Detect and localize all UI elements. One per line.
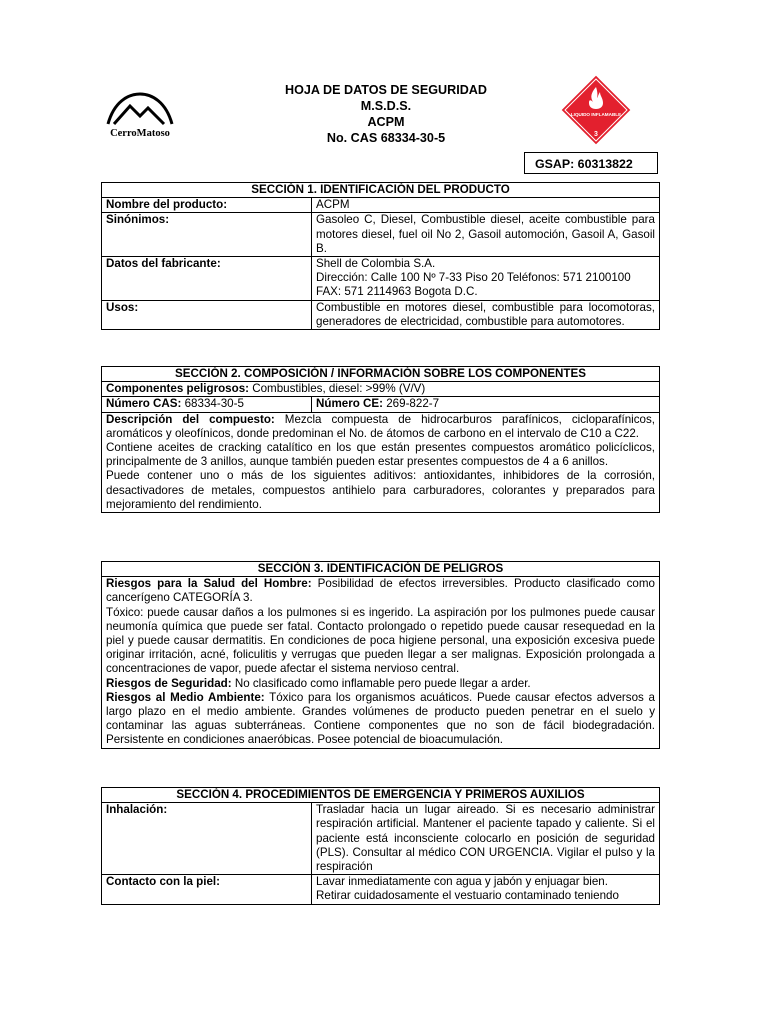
- table-row: [102, 198, 660, 213]
- skin-contact-label: Contacto con la piel:: [102, 875, 312, 904]
- synonyms-label: Sinónimos:: [102, 213, 312, 257]
- section-1-title: SECCIÓN 1. IDENTIFICACIÓN DEL PRODUCTO: [102, 183, 660, 198]
- manufacturer-label: Datos del fabricante:: [102, 257, 312, 301]
- manufacturer-address: Dirección: Calle 100 Nº 7-33 Piso 20 Teléfonos: 571 2100100 FAX: 571 2114963 Bogota D.C.: [316, 271, 631, 299]
- hazard-class-number: 3: [594, 131, 598, 138]
- cas-number-label: Número CAS:: [106, 397, 182, 411]
- title-line-4: No. CAS 68334-30-5: [326, 131, 446, 145]
- skin-contact-line-1: Lavar inmediatamente con agua y jabón y enjuagar bien.: [316, 875, 608, 889]
- cas-number-value: 68334-30-5: [181, 397, 244, 411]
- table-row: [102, 397, 660, 412]
- flammable-liquid-label: [560, 74, 632, 146]
- safety-risks-value: No clasificado como inflamable pero puede llegar a arder.: [231, 676, 531, 690]
- environment-risks-value: Tóxico para los organismos acuáticos. Puede causar efectos adversos a largo plazo en el medio ambiente. Grandes volúmenes de producto pueden penetrar en el suelo y contaminar las aguas subterráneas. Contiene componentes que no son de fácil biodegradación. Persistente en condiciones anaeróbicas. Posee potencial de bioacumulación.: [106, 690, 655, 747]
- environment-risks-label: Riesgos al Medio Ambiente:: [106, 690, 265, 704]
- ce-number: [312, 397, 660, 412]
- compound-description: [102, 412, 660, 512]
- section-4-title: SECCIÓN 4. PROCEDIMIENTOS DE EMERGENCIA Y PRIMEROS AUXILIOS: [102, 788, 660, 803]
- skin-contact-value: [312, 875, 660, 904]
- inhalation-label: Inhalación:: [102, 803, 312, 875]
- table-row: [102, 257, 660, 301]
- section-2-title: SECCIÓN 2. COMPOSICIÓN / INFORMACIÓN SOBRE LOS COMPONENTES: [102, 367, 660, 382]
- table-row: [102, 382, 660, 397]
- table-row: [102, 803, 660, 875]
- description-label: Descripción del compuesto:: [106, 412, 275, 426]
- cracking-oils-paragraph: Contiene aceites de cracking catalítico en los que están presentes compuestos aromático policíclicos, principalmente de 3 anillos, aunque también pueden estar presentes compuestos de 4 a 6 anillos.: [106, 441, 655, 469]
- flammable-diamond-icon: [560, 74, 632, 146]
- table-row: [102, 577, 660, 748]
- health-risks: [106, 577, 655, 605]
- mountain-logo-icon: [104, 88, 176, 128]
- uses-value: Combustible en motores diesel, combustible para locomotoras, generadores de electricidad, combustible para automotores.: [312, 300, 660, 329]
- manufacturer-value: [312, 257, 660, 301]
- title-line-2: M.S.D.S.: [360, 99, 412, 113]
- section-2-table: [101, 366, 660, 513]
- manufacturer-name: Shell de Colombia S.A.: [316, 257, 436, 271]
- description-paragraph: [106, 413, 655, 441]
- company-logo: [104, 88, 176, 144]
- table-row: [102, 213, 660, 257]
- description-value: Mezcla compuesta de hidrocarburos parafínicos, cicloparafínicos, aromáticos y oleofínicos, donde predominan el No. de átomos de carbono en el intervalo de C10 a C22.: [106, 412, 655, 440]
- product-name-label: Nombre del producto:: [102, 198, 312, 213]
- environment-risks: [106, 691, 655, 748]
- section-4-table: [101, 787, 660, 905]
- hazard-label-text: LIQUIDO INFLAMABLE: [570, 112, 622, 117]
- gsap-code: GSAP: 60313822: [524, 152, 658, 174]
- uses-label: Usos:: [102, 300, 312, 329]
- section-3-table: [101, 561, 660, 749]
- safety-risks-label: Riesgos de Seguridad:: [106, 676, 232, 690]
- hazardous-components-value: Combustibles, diesel: >99% (V/V): [249, 382, 426, 396]
- section-3-title: SECCIÓN 3. IDENTIFICACIÓN DE PELIGROS: [102, 562, 660, 577]
- inhalation-value: Trasladar hacia un lugar aireado. Si es necesario administrar respiración artificial. Mantener el paciente tapado y caliente. Si el paciente está inconsciente colocarlo en posición de seguridad (PLS). Consultar al médico CON URGENCIA. Vigilar el pulso y la respiración: [312, 803, 660, 875]
- skin-contact-line-2: Retirar cuidadosamente el vestuario contaminado teniendo: [316, 889, 619, 903]
- product-name-value: ACPM: [312, 198, 660, 213]
- health-risks-label: Riesgos para la Salud del Hombre:: [106, 577, 312, 591]
- hazards-content: [102, 577, 660, 748]
- document-title: [250, 82, 522, 146]
- health-risks-value: Posibilidad de efectos irreversibles. Producto clasificado como cancerígeno CATEGORÍA 3.: [106, 577, 655, 605]
- logo-text: CerroMatoso: [110, 128, 170, 139]
- section-1-table: [101, 182, 660, 330]
- ce-number-value: 269-822-7: [383, 397, 440, 411]
- title-line-1: HOJA DE DATOS DE SEGURIDAD: [285, 83, 487, 97]
- additives-paragraph: Puede contener uno o más de los siguientes aditivos: antioxidantes, inhibidores de la corrosión, desactivadores de metales, compuestos antihielo para carburadores, colorantes y preparados para mejoramiento del rendimiento.: [106, 469, 655, 511]
- ce-number-label: Número CE:: [316, 397, 383, 411]
- synonyms-value: Gasoleo C, Diesel, Combustible diesel, aceite combustible para motores diesel, fuel oil No 2, Gasoil automoción, Gasoil A, Gasoil B.: [312, 213, 660, 257]
- cas-number: [102, 397, 312, 412]
- title-line-3: ACPM: [367, 115, 405, 129]
- table-row: [102, 412, 660, 512]
- toxicity-paragraph: Tóxico: puede causar daños a los pulmones si es ingerido. La aspiración por los pulmones puede causar neumonía química que puede ser fatal. Contacto prolongado o repetido puede causar resequedad en la piel y puede causar dermatitis. En condiciones de poca higiene personal, una exposición excesiva puede originar irritación, acné, foliculitis y verrugas que pueden llegar a ser malignas. Exposición prolongada a concentraciones de vapor, puede afectar el sistema nervioso central.: [106, 605, 655, 676]
- table-row: [102, 875, 660, 904]
- safety-risks: [106, 677, 655, 691]
- hazardous-components: [102, 382, 660, 397]
- table-row: [102, 300, 660, 329]
- hazardous-components-label: Componentes peligrosos:: [106, 382, 250, 396]
